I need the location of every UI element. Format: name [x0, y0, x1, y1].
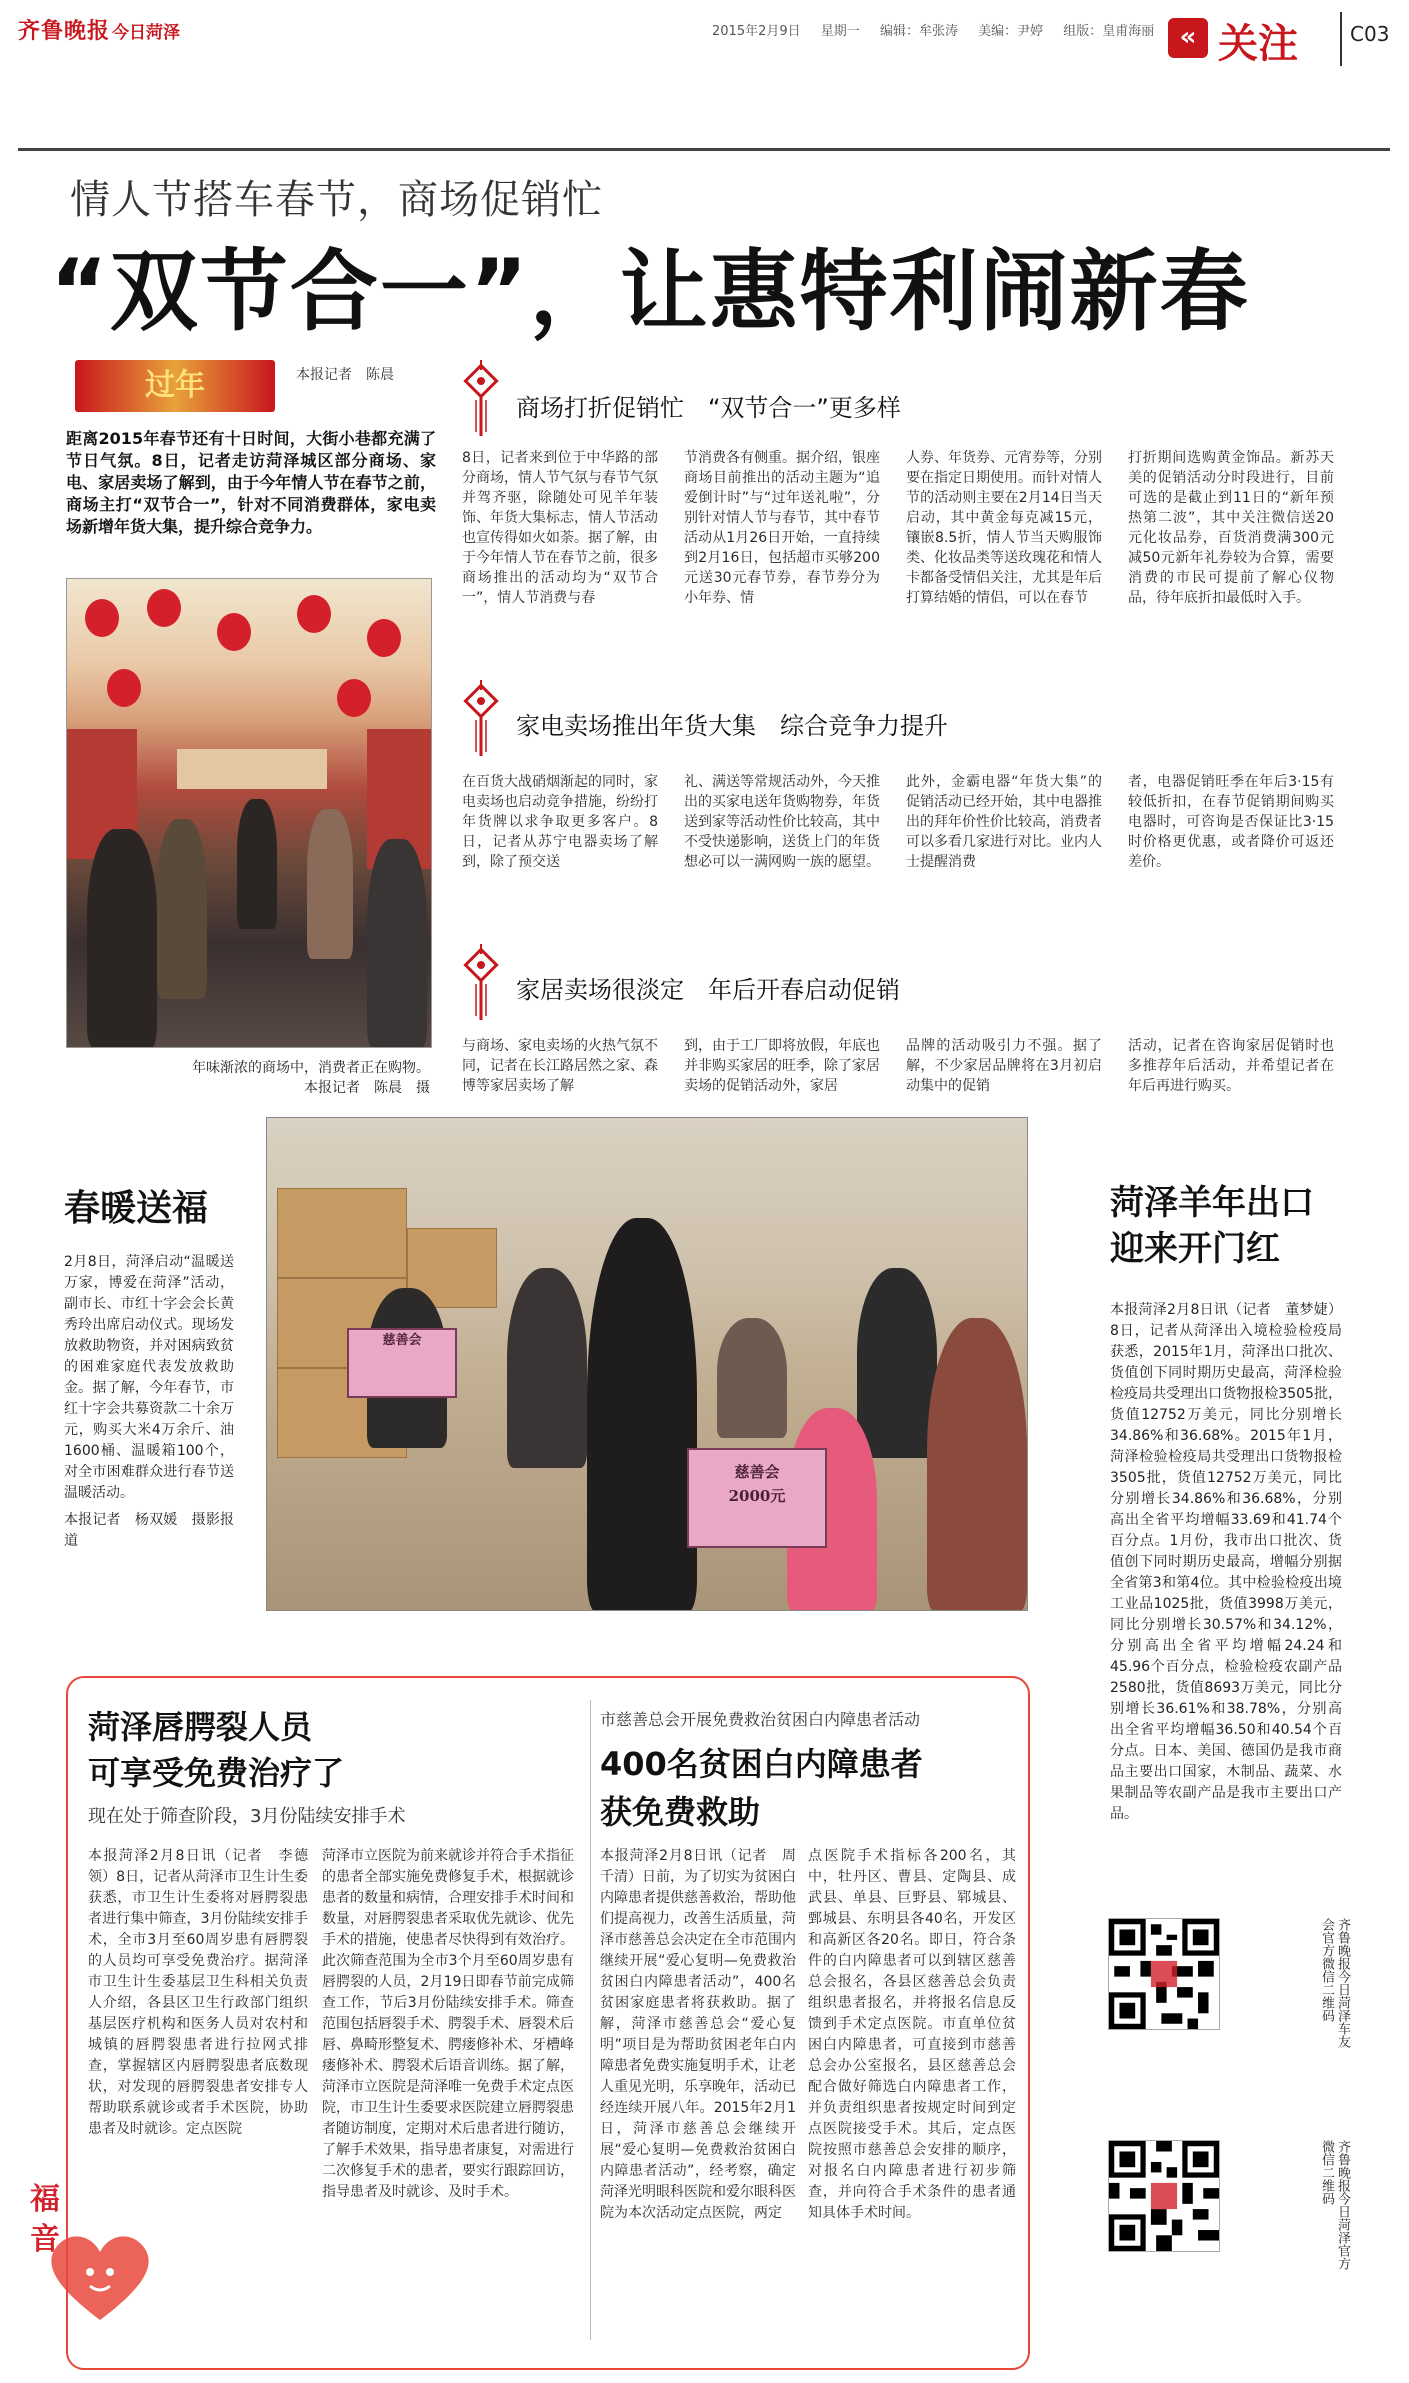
cataract-title-line-1: 400名贫困白内障患者 [600, 1745, 923, 1783]
cleft-title-line-1: 菏泽唇腭裂人员 [88, 1708, 313, 1746]
cleft-col-2: 菏泽市立医院为前来就诊并符合手术指征的患者全部实施免费修复手术，根据就诊患者的数量和病情，合理安排手术时间和数量，对唇腭裂患者采取优先就诊、优先手术的措施，使患者尽快得到有效治疗。此次筛查范围为全市3个月至60周岁患有唇腭裂的人员，2月19日即春节前完成筛查工作，节后3月份陆续安排手术。筛查范围包括唇裂手术、腭裂手术、唇裂术后唇、鼻畸形整复术、腭瘘修补术、牙槽峰瘘修补术、腭裂术后语音训练。据了解，菏泽市立医院是菏泽唯一免费手术定点医院，市卫生计生委要求医院建立唇腭裂患者随访制度，定期对术后患者进行随访，了解手术效果，指导患者康复，对需进行二次修复手术的患者，要实行跟踪回访，指导患者及时就诊、及时手术。 [322, 1848, 574, 2200]
cataract-title [600, 1740, 923, 1836]
chun-nuan-title: 春暖送福 [64, 1188, 209, 1229]
mall-col-4: 打折期间选购黄金饰品。新苏天美的促销活动分时段进行，目前可选的是截止到11日的“新年预热第二波”，其中关注微信送20元化妆品券，百货消费满300元减50元新年礼券较为合算，需要消费的市民可提前了解心仪物品，待年底折扣最低时入手。 [1128, 450, 1334, 606]
lead-paragraph: 距离2015年春节还有十日时间，大街小巷都充满了节日气氛。8日，记者走访菏泽城区部分商场、家电、家居卖场了解到，由于今年情人节在春节之前，商场主打“双节合一”，针对不同消费群体，家电卖场新增年货大集，提升综合竞争力。 [66, 429, 436, 536]
chun-nuan-credit: 本报记者 杨双媛 摄影报道 [64, 1512, 234, 1549]
furniture-col-2: 到，由于工厂即将放假，年底也并非购买家居的旺季，除了家居卖场的促销活动外，家居 [684, 1038, 880, 1094]
appliance-col-4: 者，电器促销旺季在年后3·15有较低折扣，在春节促销期间购买电器时，可咨询是否保证比3·15时价格更优惠，或者降价可返还差价。 [1128, 774, 1334, 870]
cataract-col-2: 点医院手术指标各200名，其中，牡丹区、曹县、定陶县、成武县、单县、巨野县、郓城县、鄄城县、东明县各40名，开发区和高新区各20名。即日，符合条件的白内障患者可以到辖区慈善总会报名，各县区慈善总会负责组织患者报名，并将报名信息反馈到手术定点医院。市直单位贫困白内障患者，可直接到市慈善总会办公室报名，县区慈善总会配合做好筛选白内障患者工作，并负责组织患者按规定时间到定点医院接受手术。其后，定点医院按照市慈善总会安排的顺序，对报名白内障患者进行初步筛查，并向符合手术条件的患者通知具体手术时间。 [808, 1848, 1016, 2221]
qr-label-2: 齐鲁晚报今日菏泽官方微信二维码 [1319, 2140, 1350, 2270]
focus-label: 关注 [1218, 21, 1298, 67]
cleft-title [88, 1704, 344, 1796]
donation-sign-amount: 2000元 [728, 1487, 786, 1505]
chun-nuan-text [64, 1252, 234, 1552]
mall-col-2: 节消费各有侧重。据介绍，银座商场目前推出的活动主题为“追爱倒计时”与“过年送礼啦”，分别针对情人节与春节，其中春节活动从1月26日开始，一直持续到2月16日，包括超市买够200元送30元春节券，春节券分为小年券、情 [684, 450, 880, 606]
layout-editor-credit: 组版：皇甫海丽 [1063, 24, 1155, 39]
box-divider [590, 1700, 591, 2340]
donation-sign-small-title: 慈善会 [382, 1333, 422, 1348]
appliance-col-3: 此外，金霸电器“年货大集”的促销活动已经开始，其中电器推出的拜年价性价比较高，消费者可以多看几家进行对比。业内人士提醒消费 [906, 774, 1102, 870]
caption-credit: 本报记者 陈晨 摄 [304, 1080, 430, 1096]
mall-photo [66, 578, 432, 1048]
chevron-left-icon: « [1168, 18, 1208, 58]
donation-sign-title: 慈善会 [734, 1463, 780, 1481]
chun-nuan-body: 2月8日，菏泽启动“温暖送万家，博爱在菏泽”活动，副市长、市红十字会会长黄秀玲出席启动仪式。现场发放救助物资，并对困病致贫的困难家庭代表发放救助金。据了解，今年春节，市红十字会共募资款二十余万元，购买大米4万余斤、油1600桶、温暖箱100个，对全市困难群众进行春节送温暖活动。 [64, 1254, 234, 1501]
chinese-knot-icon [462, 680, 500, 756]
caption-text: 年味渐浓的商场中，消费者正在购物。 [192, 1060, 430, 1076]
editor-credit: 编辑：牟张涛 [879, 24, 958, 39]
header-divider [1340, 12, 1342, 66]
cataract-col-1: 本报菏泽2月8日讯（记者 周千清）日前，为了切实为贫困白内障患者提供慈善救治，帮助他们提高视力，改善生活质量，菏泽市慈善总会决定在全市范围内继续开展“爱心复明—免费救治贫困白内障患者活动”，400名贫困家庭患者将获救助。据了解，菏泽市慈善总会“爱心复明”项目是为帮助贫困老年白内障患者免费实施复明手术，让老人重见光明，乐享晚年，活动已经连续开展八年。2015年2月1日，菏泽市慈善总会继续开展“爱心复明—免费救治贫困白内障患者活动”，经考察，确定菏泽光明眼科医院和爱尔眼科医院为本次活动定点医院，两定 [600, 1848, 796, 2221]
charity-photo [266, 1117, 1028, 1611]
cleft-col-1: 本报菏泽2月8日讯（记者 李德领）8日，记者从菏泽市卫生计生委获悉，市卫生计生委将对唇腭裂患者进行集中筛查，3月份陆续安排手术，全市3月至60周岁患有唇腭裂的人员均可享受免费治疗。据菏泽市卫生计生委基层卫生科相关负责人介绍，各县区卫生行政部门组织基层医疗机构和医务人员对农村和城镇的唇腭裂患者进行拉网式排查，掌握辖区内唇腭裂患者底数现状，对发现的唇腭裂患者安排专人帮助联系就诊或者手术医院，协助患者及时就诊。定点医院 [88, 1848, 308, 2137]
section-heading-mall: 商场打折促销忙 “双节合一”更多样 [516, 394, 901, 422]
qr-code-icon [1108, 1918, 1220, 2030]
cleft-title-line-2: 可享受免费治疗了 [88, 1754, 345, 1792]
new-year-banner: 过年 [75, 360, 275, 412]
fu-label: 福音 [30, 2182, 60, 2257]
page-number: C03 [1350, 22, 1390, 46]
qr-label-1: 齐鲁晚报今日菏泽车友会官方微信二维码 [1319, 1918, 1350, 2048]
furniture-col-1: 与商场、家电卖场的火热气氛不同，记者在长江路居然之家、森博等家居卖场了解 [462, 1038, 658, 1094]
furniture-col-4: 活动，记者在咨询家居促销时也多推荐年后活动，并希望记者在年后再进行购买。 [1128, 1038, 1334, 1094]
mall-photo-caption [160, 1058, 430, 1098]
export-title-line-1: 菏泽羊年出口 [1110, 1183, 1314, 1223]
art-editor-credit: 美编：尹婷 [978, 24, 1044, 39]
cataract-title-line-2: 获免费救助 [600, 1793, 761, 1831]
issue-weekday: 星期一 [820, 24, 860, 39]
issue-date: 2015年2月9日 [712, 24, 801, 39]
appliance-col-2: 礼、满送等常规活动外，今天推出的买家电送年货购物券，年货送到家等活动性价比较高，其中不受快递影响，送货上门的年货想必可以一满网购一族的愿望。 [684, 774, 880, 870]
qr-code-icon [1108, 2140, 1220, 2252]
masthead-meta [712, 20, 1170, 39]
appliance-col-1: 在百货大战硝烟渐起的同时，家电卖场也启动竞争措施，纷纷打年货牌以求争取更多客户。8日，记者从苏宁电器卖场了解到，除了预交送 [462, 774, 658, 870]
cataract-kicker: 市慈善总会开展免费救治贫困白内障患者活动 [600, 1710, 921, 1729]
masthead-section: 今日菏泽 [112, 23, 180, 43]
masthead-logo: 齐鲁晚报 [18, 18, 111, 44]
section-heading-furniture: 家居卖场很淡定 年后开春启动促销 [516, 976, 900, 1004]
top-rule [18, 148, 1390, 151]
mall-col-3: 人券、年货券、元宵券等，分别要在指定日期使用。而针对情人节的活动则主要在2月14日当天启动，其中黄金每克减15元，镶嵌8.5折，情人节当天购服饰类、化妆品类等送玫瑰花和情人卡都备受情侣关注，尤其是年后打算结婚的情侣，可以在春节 [906, 450, 1102, 606]
chinese-knot-icon [462, 944, 500, 1020]
export-title-line-2: 迎来开门红 [1110, 1229, 1280, 1269]
section-heading-appliance: 家电卖场推出年货大集 综合竞争力提升 [516, 712, 948, 740]
lead-byline: 本报记者 陈晨 [296, 367, 394, 383]
headline-kicker: 情人节搭车春节，商场促销忙 [70, 177, 603, 223]
furniture-col-3: 品牌的活动吸引力不强。据了解，不少家居品牌将在3月初启动集中的促销 [906, 1038, 1102, 1094]
export-body: 本报菏泽2月8日讯（记者 董梦婕）8日，记者从菏泽出入境检验检疫局获悉，2015年1月，菏泽出口批次、货值创下同时期历史最高，菏泽检验检疫局共受理出口货物报检3505批，货值12752万美元，同比分别增长34.86%和36.68%。2015年1月，菏泽检验检疫局共受理出口货物报检3505批，货值12752万美元，同比分别增长34.86%和36.68%，分别高出全省平均增幅33.69和41.74个百分点。1月份，我市出口批次、货值创下同时期历史最高，增幅分别据全省第3和第4位。其中检验检疫出境工业品1025批，货值3998万美元，同比分别增长30.57%和34.12%，分别高出全省平均增幅24.24和45.96个百分点，检验检疫农副产品2580批，货值8693万美元，同比分别增长36.61%和38.78%，分别高出全省平均增幅36.50和40.54个百分点。日本、美国、德国仍是我市商品主要出口国家，木制品、蔬菜、水果制品等农副产品是我市主要出口产品。 [1110, 1302, 1342, 1822]
cleft-subtitle: 现在处于筛查阶段，3月份陆续安排手术 [88, 1806, 406, 1827]
export-title [1110, 1180, 1314, 1272]
mall-col-1: 8日，记者来到位于中华路的部分商场，情人节气氛与春节气氛并驾齐驱，除随处可见羊年装饰、年货大集标志，情人节活动也宣传得如火如荼。据了解，由于今年情人节在春节之前，很多商场推出的活动均为“双节合一”，情人节消费与春 [462, 450, 658, 606]
chinese-knot-icon [462, 360, 500, 436]
page-headline: “双节合一”，让惠特利闹新春 [50, 240, 1250, 343]
